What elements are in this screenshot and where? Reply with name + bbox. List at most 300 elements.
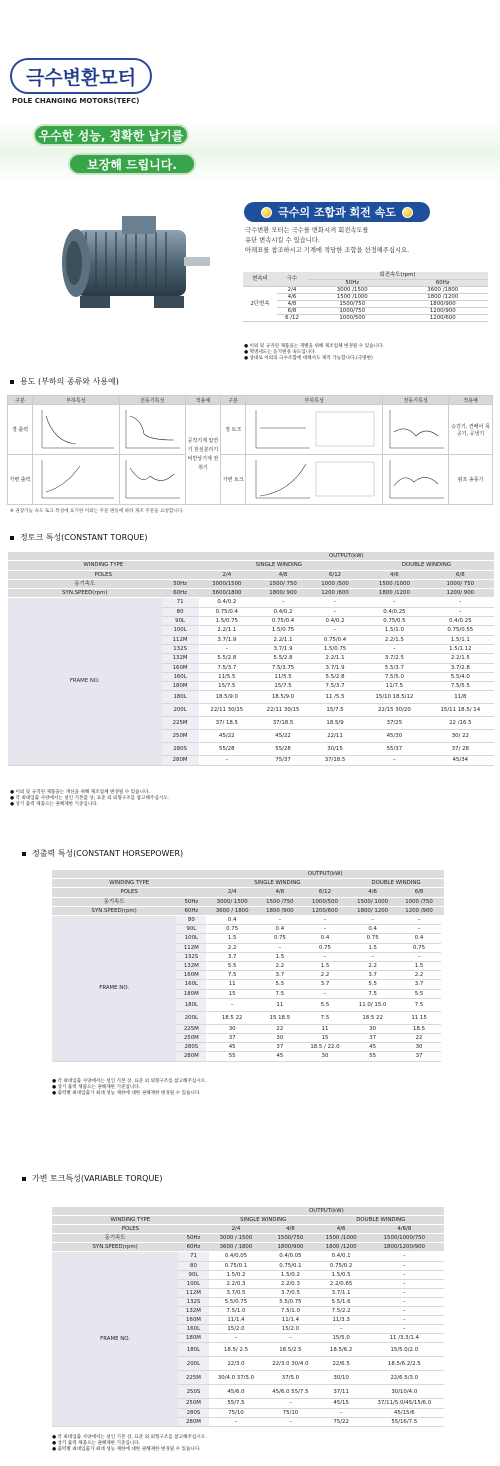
value-cell: 45/34 [427, 756, 494, 765]
value-cell: 18.5/ 2.5 [209, 1343, 263, 1357]
value-cell: 22/11 [311, 730, 359, 743]
value-cell: 0.4/0.1 [318, 1252, 365, 1261]
value-cell: 15 18.5 [258, 1011, 302, 1024]
ct-notes: ● 이외 및 규격된 제품을는 개선을 위해 제조업체 변경될 수 있습니다. ● 각 최대입출 사양에서는 설인 기본값 상, 표준 외 외형구조를 참고해주십시오. ● 상기 출력 제품으는 권해제한 기준입니다. [10, 790, 170, 807]
value-cell: – [258, 916, 302, 925]
value-cell: 7.5/3.7 [311, 682, 359, 691]
frame-cell: 132M [178, 1307, 209, 1316]
value-cell: 2.2 [206, 943, 258, 952]
frame-cell: 160M [162, 663, 199, 672]
value-cell: 5.5 [258, 980, 302, 989]
value-cell: – [365, 1307, 444, 1316]
frame-cell: 132M [162, 654, 199, 663]
frame-cell: 280S [176, 1043, 206, 1052]
value-cell: 5.5 [348, 980, 397, 989]
value-cell: 30 [397, 1043, 441, 1052]
value-cell: 1.5/0.2 [209, 1270, 263, 1279]
frame-cell: 250M [176, 1034, 206, 1043]
value-cell: 15/5.0 [318, 1334, 365, 1343]
value-cell: 5.5/3.7 [362, 663, 427, 672]
frame-cell: 80 [176, 916, 206, 925]
value-cell: 45/6.0 [209, 1385, 263, 1399]
value-cell: 0.4 [258, 925, 302, 934]
value-cell: 7.5 [206, 971, 258, 980]
frame-cell: 71 [162, 598, 199, 607]
value-cell: 30 [258, 1034, 302, 1043]
frame-cell: 250M [178, 1399, 209, 1408]
frame-cell: 280S [178, 1408, 209, 1417]
value-cell: 15/5.0/2.0 [365, 1343, 444, 1357]
value-cell: – [302, 916, 348, 925]
value-cell: 11/3.3 [318, 1316, 365, 1325]
table-row [52, 1252, 444, 1261]
value-cell: – [199, 756, 255, 765]
value-cell: 2.2/1.1 [199, 626, 255, 635]
table-row [8, 598, 494, 607]
value-cell: 11 /5.5 [311, 691, 359, 704]
value-cell: 37/ 28 [427, 743, 494, 756]
value-cell: – [427, 598, 494, 607]
bullet-icon [402, 207, 413, 218]
frame-cell: 225M [178, 1371, 209, 1385]
variable-torque-table: OUTPUT(kW) WINDING TYPE SINGLE WINDING DOUBLE WINDING POLES 2/4 4/8 4/6 4/6/8 동기속도 50Hz 3000 / 1500 1500/750 1500 /1000 1500/1000/750 SYN.SPEED(rpm) 60Hz 3600 / 1800 1800/900 1800 /1200 1800/1200/900 FRAME NO. 71 0.4/0.05 0.4/0.05 0.4/0.1 – 80 0.75/0.1 0.75/0.1 0.75/0.2 – 90L 1.5/0.2 1.5/0.2 1.5/0.5 – 100L 2.2/0.3 2.2/0.3 2.2/0.65 – 112M 3.7/0.5 3.7/0.5 3.7/1.1 – 132S 5.5/0.75 5.5/0.75 5.5/1.6 – 132M 7.5/1.0 7.5/1.0 7.5/2.2 – 160M 11/1.4 11/1.4 11/3.3 – 160L 15/2.0 15/2.0 – – 180M – – 15/5.0 11 /3.3/1.4 180L 18.5/ 2.5 18.5/2.5 18.5/6.2 15/5.0/2.0 200L 22/3.0 22/3.0 30/4.0 22/6.5 18.5/6.2/2.5 225M 30/4.0 37/5.0 37/5.0 30/10 22/6.5/3.0 250S 45/6.0 45/6.0 55/7.5 37/11 30/10/4.0 250M 55/7.5 – 45/15 37/11/5.0/45/15/6.0 280S 75/10 75/10 – 45/15/6 280M – – 75/22 55/16/7.5 [52, 1207, 444, 1427]
value-cell: 7.5/1.0 [263, 1307, 317, 1316]
value-cell: 3.7 [206, 952, 258, 961]
motor-image [46, 210, 216, 318]
value-cell: 7.5 [348, 989, 397, 998]
frame-cell: 100L [178, 1279, 209, 1288]
value-cell: 15/7.5 [311, 704, 359, 717]
value-cell: 5.5/1.6 [318, 1297, 365, 1306]
value-cell: 11/8 [427, 691, 494, 704]
value-cell: 55 [348, 1052, 397, 1061]
value-cell: – [199, 644, 255, 653]
frame-cell: 90L [178, 1270, 209, 1279]
value-cell: 0.75 [397, 943, 441, 952]
frame-cell: 180L [176, 998, 206, 1011]
value-cell: 7.5/2.2 [318, 1307, 365, 1316]
value-cell: 22/15 30/20 [362, 704, 427, 717]
value-cell: 5.5 [302, 998, 348, 1011]
value-cell: 2.2/0.3 [263, 1279, 317, 1288]
value-cell: 55/37 [362, 743, 427, 756]
value-cell: 18.5/6.2 [318, 1343, 365, 1357]
value-cell: 7.5/5.5 [427, 682, 494, 691]
value-cell: 37 [206, 1034, 258, 1043]
value-cell: – [365, 1270, 444, 1279]
value-cell: 37/11 [318, 1385, 365, 1399]
value-cell: 55/16/7.5 [365, 1417, 444, 1426]
frame-cell: 280M [162, 756, 199, 765]
value-cell: 0.75 [348, 934, 397, 943]
value-cell: 2.2/0.65 [318, 1279, 365, 1288]
value-cell: 45 [258, 1052, 302, 1061]
value-cell: 0.4/0.25 [427, 617, 494, 626]
value-cell: 22 [397, 1034, 441, 1043]
value-cell: 55 [206, 1052, 258, 1061]
vt-heading: 가변 토크특성(VARIABLE TORQUE) [22, 1173, 162, 1184]
value-cell: 3.7/1.9 [311, 663, 359, 672]
value-cell: 37/5.0 [263, 1371, 317, 1385]
value-cell: – [318, 1408, 365, 1417]
value-cell: – [302, 925, 348, 934]
value-cell: 11 [258, 998, 302, 1011]
bullet-icon [261, 207, 272, 218]
value-cell: 0.4/0.05 [263, 1252, 317, 1261]
value-cell: 15/11 18.5/ 14 [427, 704, 494, 717]
value-cell: 11.0/ 15.0 [348, 998, 397, 1011]
value-cell: – [365, 1261, 444, 1270]
value-cell: 5.5/2.8 [311, 672, 359, 681]
value-cell: 0.75/0.4 [311, 635, 359, 644]
value-cell: 1.5/0.75 [311, 644, 359, 653]
value-cell: – [258, 943, 302, 952]
value-cell: 1.5/1.1 [427, 635, 494, 644]
value-cell: 0.75/0.2 [318, 1261, 365, 1270]
value-cell: 3.7/0.5 [209, 1288, 263, 1297]
value-cell: 45/30 [362, 730, 427, 743]
frame-cell: 160M [176, 971, 206, 980]
value-cell: 2.2/1.5 [427, 654, 494, 663]
value-cell: 45/15/6 [365, 1408, 444, 1417]
value-cell: 37/ 18.5 [199, 717, 255, 730]
value-cell: – [397, 952, 441, 961]
value-cell: 15 [302, 1034, 348, 1043]
frame-cell: 160M [178, 1316, 209, 1325]
value-cell: 15/7.5 [255, 682, 311, 691]
value-cell: 3.7/1.9 [199, 635, 255, 644]
motor-curve-graph [122, 456, 182, 502]
value-cell: 75/10 [263, 1408, 317, 1417]
slogan-line-1: 우수한 성능, 정확한 납기를 [33, 124, 189, 146]
value-cell: 45/22 [199, 730, 255, 743]
combo-description: 극수변환 모터는 극수를 변화시켜 회전속도를 유단 변속시킬 수 있습니다. 아래표를 참조하시고 기계에 적당한 조합을 선정해주십시요. [245, 227, 410, 254]
frame-cell: 112M [178, 1288, 209, 1297]
speed-table: 변속비 극수 회전속도(rpm) 50Hz 60Hz 2단변속 2/4 3000 /1500 3600 /1800 4/6 1500 /1000 1800 /1200 4/8 1500/750 1800/900 6/8 1000/750 1200/900 6 /12 1000/500 1200/600 [243, 272, 488, 322]
value-cell: 22/6.5/3.0 [365, 1371, 444, 1385]
value-cell: 7.5/1.0 [209, 1307, 263, 1316]
value-cell: 55/28 [199, 743, 255, 756]
value-cell: 15/10 18.5/12 [362, 691, 427, 704]
combo-heading: 극수의 조합과 회전 속도 [244, 202, 430, 222]
usage-heading: 용도 (부하의 종류와 사용예) [10, 376, 119, 387]
value-cell: – [397, 916, 441, 925]
value-cell: 22 /16.5 [427, 717, 494, 730]
value-cell: 18.5 [397, 1024, 441, 1033]
value-cell: – [263, 1399, 317, 1408]
ch-heading: 정출력 특성(CONSTANT HORSEPOWER) [22, 848, 183, 859]
value-cell: 0.4/0.25 [362, 607, 427, 616]
value-cell: – [318, 1325, 365, 1334]
frame-cell: 160L [176, 980, 206, 989]
frame-cell: 132S [178, 1297, 209, 1306]
load-curve-graph [36, 456, 116, 502]
value-cell: 45/6.0 55/7.5 [263, 1385, 317, 1399]
value-cell: 45/22 [255, 730, 311, 743]
value-cell: 5.5/2.8 [199, 654, 255, 663]
value-cell: 15/2.0 [263, 1325, 317, 1334]
frame-cell: 225M [162, 717, 199, 730]
combo-notes: ● 이외 및 규격된 제품을는 개별을 위해 제조업체 변경될 수 있습니다. ● 혁명세도는 동기변경 속도입니다. ● 상대로 이외의 극수조합에 대해서도 제작 가능합니다.(극명변) [244, 344, 384, 361]
value-cell: 30 [206, 1024, 258, 1033]
value-cell: – [263, 1334, 317, 1343]
value-cell: 5.5/0.75 [263, 1297, 317, 1306]
value-cell: 2.2/1.5 [362, 635, 427, 644]
value-cell: 30/ 22 [427, 730, 494, 743]
value-cell: 5.5 [206, 962, 258, 971]
frame-cell: 132S [162, 644, 199, 653]
usage-table: 구분 부하특성 전동기특성 적용예 구분 부하특성 전동기특성 적용예 경 출력 공작기계 압연기 원심분리기 비반상기계 권취기 정 토크 승강기, 컨베어 목공기, 공냉기 가변 출력 가변 토크 펌프 송풍기 [7, 395, 493, 505]
value-cell: 0.75/0.5 [362, 617, 427, 626]
value-cell: 0.4 [206, 916, 258, 925]
value-cell: 0.75 [302, 943, 348, 952]
value-cell: 18.5 / 22.0 [302, 1043, 348, 1052]
frame-cell: 132M [176, 962, 206, 971]
value-cell: 0.4 [348, 925, 397, 934]
load-curve-graph [250, 406, 378, 452]
value-cell: 11 [206, 980, 258, 989]
value-cell: 18.5/9 [311, 717, 359, 730]
frame-cell: 200L [178, 1357, 209, 1371]
motor-curve-graph [386, 456, 446, 502]
value-cell: 30/15 [311, 743, 359, 756]
value-cell: 22/3.0 [209, 1357, 263, 1371]
frame-cell: 280M [176, 1052, 206, 1061]
frame-no-label: FRAME NO. [52, 916, 176, 1062]
value-cell: 37 [258, 1043, 302, 1052]
value-cell: 30/10 [318, 1371, 365, 1385]
value-cell: 18.5/9.0 [199, 691, 255, 704]
value-cell: 0.75 [206, 925, 258, 934]
frame-cell: 180M [176, 989, 206, 998]
frame-cell: 280M [178, 1417, 209, 1426]
value-cell: 2.2/0.3 [209, 1279, 263, 1288]
value-cell: 2.2 [302, 971, 348, 980]
value-cell: 75/22 [318, 1417, 365, 1426]
value-cell: – [365, 1279, 444, 1288]
value-cell: 1.5 [397, 962, 441, 971]
motor-curve-graph [122, 406, 182, 452]
value-cell: 2.2 [348, 962, 397, 971]
value-cell: 1.5/1.0 [362, 626, 427, 635]
value-cell: – [255, 598, 311, 607]
value-cell: 11/7.5 [362, 682, 427, 691]
value-cell: 3.7 [258, 971, 302, 980]
value-cell: 2.2/1.1 [311, 654, 359, 663]
frame-cell: 250S [178, 1385, 209, 1399]
value-cell: 7.5 [258, 989, 302, 998]
frame-cell: 80 [162, 607, 199, 616]
value-cell: – [302, 989, 348, 998]
value-cell: 7.5/5.0 [362, 672, 427, 681]
page-title: 극수변환모터 [10, 58, 152, 94]
value-cell: – [206, 998, 258, 1011]
value-cell: 22/6.5 [318, 1357, 365, 1371]
value-cell: 7.5 [397, 998, 441, 1011]
value-cell: 11 [302, 1024, 348, 1033]
value-cell: 0.4/0.2 [311, 617, 359, 626]
value-cell: 5.5 [397, 989, 441, 998]
value-cell: 37 [348, 1034, 397, 1043]
page-subtitle: POLE CHANGING MOTORS(TEFC) [12, 97, 140, 105]
value-cell: – [263, 1417, 317, 1426]
frame-cell: 225M [176, 1024, 206, 1033]
value-cell: 3.7 [302, 980, 348, 989]
value-cell: 0.4/0.2 [255, 607, 311, 616]
load-curve-graph [250, 456, 378, 502]
usage-note: ※ 권장가능 속도 토크 특성에 표기한 이외는 주문 변동에 따라 제조 주문을 요청합니다. [10, 509, 184, 514]
value-cell: – [427, 607, 494, 616]
value-cell: 11/1.4 [263, 1316, 317, 1325]
value-cell: 3.7/2.8 [427, 663, 494, 672]
value-cell: 2.2 [397, 971, 441, 980]
frame-cell: 100L [176, 934, 206, 943]
value-cell: 11 15 [397, 1011, 441, 1024]
value-cell: 1.5 [258, 952, 302, 961]
value-cell: 7.5/3.7 [199, 663, 255, 672]
frame-cell: 180L [162, 691, 199, 704]
value-cell: 1.5/0.2 [263, 1270, 317, 1279]
value-cell: 37/11/5.0/45/15/6.0 [365, 1399, 444, 1408]
frame-cell: 112M [176, 943, 206, 952]
value-cell: 2.2 [258, 962, 302, 971]
frame-cell: 200L [162, 704, 199, 717]
frame-cell: 250M [162, 730, 199, 743]
frame-cell: 160L [178, 1325, 209, 1334]
table-row [52, 916, 444, 925]
value-cell: 11/5.5 [199, 672, 255, 681]
value-cell: 30/10/4.0 [365, 1385, 444, 1399]
value-cell: 2.2/1.1 [255, 635, 311, 644]
value-cell: 3.7/2.5 [362, 654, 427, 663]
frame-cell: 90L [176, 925, 206, 934]
value-cell: 37 [397, 1052, 441, 1061]
value-cell: 0.75/0.1 [263, 1261, 317, 1270]
load-curve-graph [36, 406, 116, 452]
value-cell: 3.7/1.1 [318, 1288, 365, 1297]
value-cell: 0.75/0.4 [255, 617, 311, 626]
frame-cell: 90L [162, 617, 199, 626]
constant-torque-table: OUTPUT(kW) WINDING TYPE SINGLE WINDING DOUBLE WINDING POLES 2/4 4/8 6/12 4/6 6/8 동기속도 50Hz 3000/1500 1500/ 750 1000 /500 1500 /1000 1000/ 750 SYN.SPEED(rpm) 60Hz 3600/1800 1800/ 900 1200 /600 1800 /1200 1200/ 900 FRAME NO. 71 0.4/0.2 – – – – 80 0.75/0.4 0.4/0.2 – 0.4/0.25 – 90L 1.5/0.75 0.75/0.4 0.4/0.2 0.75/0.5 0.4/0.25 100L 2.2/1.1 1.5/0.75 – 1.5/1.0 0.75/0.55 112M 3.7/1.9 2.2/1.1 0.75/0.4 2.2/1.5 1.5/1.1 132S – 3.7/1.9 1.5/0.75 – 1.5/1.12 132M 5.5/2.8 5.5/2.8 2.2/1.1 3.7/2.5 2.2/1.5 160M 7.5/3.7 7.5/3.75 3.7/1.9 5.5/3.7 3.7/2.8 160L 11/5.5 11/5.5 5.5/2.8 7.5/5.0 5.5/4.0 180M 15/7.5 15/7.5 7.5/3.7 11/7.5 7.5/5.5 180L 18.5/9.0 18.5/9.0 11 /5.5 15/10 18.5/12 11/8 200L 22/11 30/15 22/11 30/15 15/7.5 22/15 30/20 15/11 18.5/ 14 225M 37/ 18.5 37/18.5 18.5/9 37/25 22 /16.5 250M 45/22 45/22 22/11 45/30 30/ 22 280S 55/28 55/28 30/15 55/37 37/ 28 280M – 75/37 37/18.5 – 45/34 [8, 552, 494, 766]
constant-horsepower-table: OUTPUT(kW) WINDING TYPE SINGLE WINDING DOUBLE WINDING POLES 2/4 4/8 6/12 4/6 6/8 동기속도 50Hz 3000/ 1500 1500 /750 1000/500 1500/ 1000 1000 /750 SYN.SPEED(rpm) 60Hz 3600 / 1800 1800 /900 1200/600 1800/ 1200 1200 /900 FRAME NO. 80 0.4 – – – – 90L 0.75 0.4 – 0.4 – 100L 1.5 0.75 0.4 0.75 0.4 112M 2.2 – 0.75 1.5 0.75 132S 3.7 1.5 – – – 132M 5.5 2.2 1.5 2.2 1.5 160M 7.5 3.7 2.2 3.7 2.2 160L 11 5.5 3.7 5.5 3.7 180M 15 7.5 – 7.5 5.5 180L – 11 5.5 11.0/ 15.0 7.5 200L 18.5 22 15 18.5 7.5 18.5 22 11 15 225M 30 22 11 30 18.5 250M 37 30 15 37 22 280S 45 37 18.5 / 22.0 45 30 280M 55 45 30 55 37 [52, 870, 444, 1062]
value-cell: 18.5/9.0 [255, 691, 311, 704]
value-cell: 1.5 [302, 962, 348, 971]
value-cell: 22/11 30/15 [199, 704, 255, 717]
value-cell: – [209, 1334, 263, 1343]
value-cell: 5.5/2.8 [255, 654, 311, 663]
value-cell: 18.5 22 [206, 1011, 258, 1024]
frame-cell: 180M [178, 1334, 209, 1343]
value-cell: 18.5/2.5 [263, 1343, 317, 1357]
frame-cell: 180M [162, 682, 199, 691]
ct-heading: 정토크 특성(CONSTANT TORQUE) [10, 532, 147, 543]
motor-curve-graph [386, 406, 446, 452]
value-cell: 37/18.5 [311, 756, 359, 765]
value-cell: 30/4.0 37/5.0 [209, 1371, 263, 1385]
value-cell: – [397, 925, 441, 934]
value-cell: – [302, 952, 348, 961]
value-cell: 3.7 [397, 980, 441, 989]
value-cell: 0.4/0.05 [209, 1252, 263, 1261]
frame-cell: 112M [162, 635, 199, 644]
value-cell: 45 [206, 1043, 258, 1052]
value-cell: 15 [206, 989, 258, 998]
frame-cell: 160L [162, 672, 199, 681]
value-cell: 11 /3.3/1.4 [365, 1334, 444, 1343]
frame-cell: 80 [178, 1261, 209, 1270]
value-cell: 0.75 [258, 934, 302, 943]
frame-cell: 200L [176, 1011, 206, 1024]
value-cell: – [362, 598, 427, 607]
value-cell: – [362, 756, 427, 765]
value-cell: 1.5/0.5 [318, 1270, 365, 1279]
value-cell: 3.7 [348, 971, 397, 980]
frame-no-label: FRAME NO. [8, 598, 162, 765]
value-cell: 55/28 [255, 743, 311, 756]
value-cell: – [365, 1297, 444, 1306]
value-cell: 45 [348, 1043, 397, 1052]
value-cell: 0.75/0.55 [427, 626, 494, 635]
value-cell: 15/2.0 [209, 1325, 263, 1334]
value-cell: – [365, 1325, 444, 1334]
value-cell: 22 [258, 1024, 302, 1033]
value-cell: 1.5 [348, 943, 397, 952]
value-cell: 75/10 [209, 1408, 263, 1417]
value-cell: 18.5 22 [348, 1011, 397, 1024]
value-cell: 7.5/3.75 [255, 663, 311, 672]
value-cell: 0.75/0.4 [199, 607, 255, 616]
value-cell: – [365, 1288, 444, 1297]
value-cell: 30 [348, 1024, 397, 1033]
value-cell: – [311, 598, 359, 607]
value-cell: – [311, 626, 359, 635]
value-cell: 30 [302, 1052, 348, 1061]
value-cell: 7.5 [302, 1011, 348, 1024]
value-cell: 0.4 [397, 934, 441, 943]
value-cell: 5.5/0.75 [209, 1297, 263, 1306]
value-cell: – [365, 1316, 444, 1325]
frame-cell: 180L [178, 1343, 209, 1357]
value-cell: 22/3.0 30/4.0 [263, 1357, 317, 1371]
value-cell: 0.75/0.1 [209, 1261, 263, 1270]
value-cell: 11/1.4 [209, 1316, 263, 1325]
value-cell: – [311, 607, 359, 616]
slogan-line-2: 보장해 드립니다. [68, 153, 196, 175]
value-cell: – [348, 952, 397, 961]
ch-notes: ● 각 최대입출 사양에서는 설인 기본 상, 표준 외 외형구조를 참고해주십시오. ● 상기 출력 제품으는 권해제한 기준입니다. ● 출력별 최대입출가 최대 성능 제한에 대한 권해제한 변경될 수 있습니다. [52, 1079, 207, 1096]
value-cell: – [362, 644, 427, 653]
value-cell: 3.7/0.5 [263, 1288, 317, 1297]
value-cell: – [348, 916, 397, 925]
value-cell: 1.5/0.75 [255, 626, 311, 635]
value-cell: – [209, 1417, 263, 1426]
value-cell: 0.4/0.2 [199, 598, 255, 607]
value-cell: 15/7.5 [199, 682, 255, 691]
value-cell: 18.5/6.2/2.5 [365, 1357, 444, 1371]
value-cell: 45/15 [318, 1399, 365, 1408]
value-cell: 37/25 [362, 717, 427, 730]
value-cell: 11/5.5 [255, 672, 311, 681]
value-cell: 75/37 [255, 756, 311, 765]
value-cell: 55/7.5 [209, 1399, 263, 1408]
value-cell: 1.5/0.75 [199, 617, 255, 626]
value-cell: 37/18.5 [255, 717, 311, 730]
frame-cell: 132S [176, 952, 206, 961]
vt-notes: ● 각 최대입출 사양에서는 설인 기본 상, 표준 외 외형구조를 참고해주십시오. ● 상기 출력 제품으는 권해제한 기준입니다. ● 출력별 최대입출가 최대 성능 제한에 대한 권해제한 변경될 수 있습니다. [52, 1435, 207, 1452]
frame-cell: 100L [162, 626, 199, 635]
value-cell: 1.5/1.12 [427, 644, 494, 653]
value-cell: – [365, 1252, 444, 1261]
